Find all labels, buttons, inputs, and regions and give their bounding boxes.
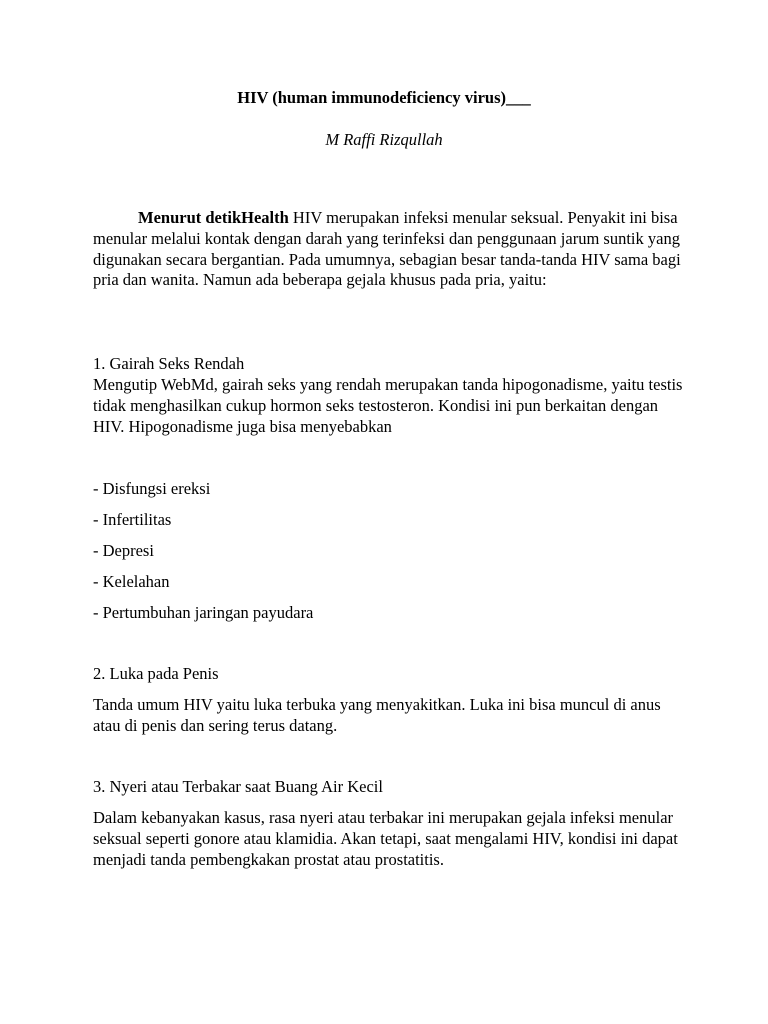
- section-3-body: Dalam kebanyakan kasus, rasa nyeri atau terbakar ini merupakan gejala infeksi menular seksual seperti gonore atau klamidia. Akan tetapi, saat mengalami HIV, kondisi ini dapat menjadi tanda pembengkakan prostat atau prostatitis.: [93, 808, 678, 869]
- bullet-item: - Disfungsi ereksi: [93, 479, 211, 498]
- bullet-item: - Infertilitas: [93, 510, 172, 529]
- bullet-item: - Kelelahan: [93, 572, 170, 591]
- intro-paragraph: [93, 208, 683, 291]
- section-2-heading: 2. Luka pada Penis: [93, 664, 219, 683]
- intro-lead: Menurut detikHealth: [138, 208, 289, 227]
- section-2-body: Tanda umum HIV yaitu luka terbuka yang menyakitkan. Luka ini bisa muncul di anus atau di penis dan sering terus datang.: [93, 695, 661, 735]
- document-author: M Raffi Rizqullah: [325, 130, 443, 149]
- section-1-body: Mengutip WebMd, gairah seks yang rendah merupakan tanda hipogonadisme, yaitu testis tidak menghasilkan cukup hormon seks testosteron. Kondisi ini pun berkaitan dengan HIV. Hipogonadisme juga bisa menyebabkan: [93, 375, 683, 436]
- section-1-heading: 1. Gairah Seks Rendah: [93, 354, 245, 373]
- document-title: HIV (human immunodeficiency virus)___: [237, 88, 531, 107]
- bullet-item: - Pertumbuhan jaringan payudara: [93, 603, 314, 622]
- bullet-item: - Depresi: [93, 541, 154, 560]
- section-3-heading: 3. Nyeri atau Terbakar saat Buang Air Kecil: [93, 777, 383, 796]
- intro-text: HIV merupakan infeksi menular seksual. Penyakit ini bisa menular melalui kontak dengan darah yang terinfeksi dan penggunaan jarum suntik yang digunakan secara bergantian. Pada umumnya, sebagian besar tanda-tanda HIV sama bagi pria dan wanita. Namun ada beberapa gejala khusus pada pria, yaitu:: [93, 208, 681, 290]
